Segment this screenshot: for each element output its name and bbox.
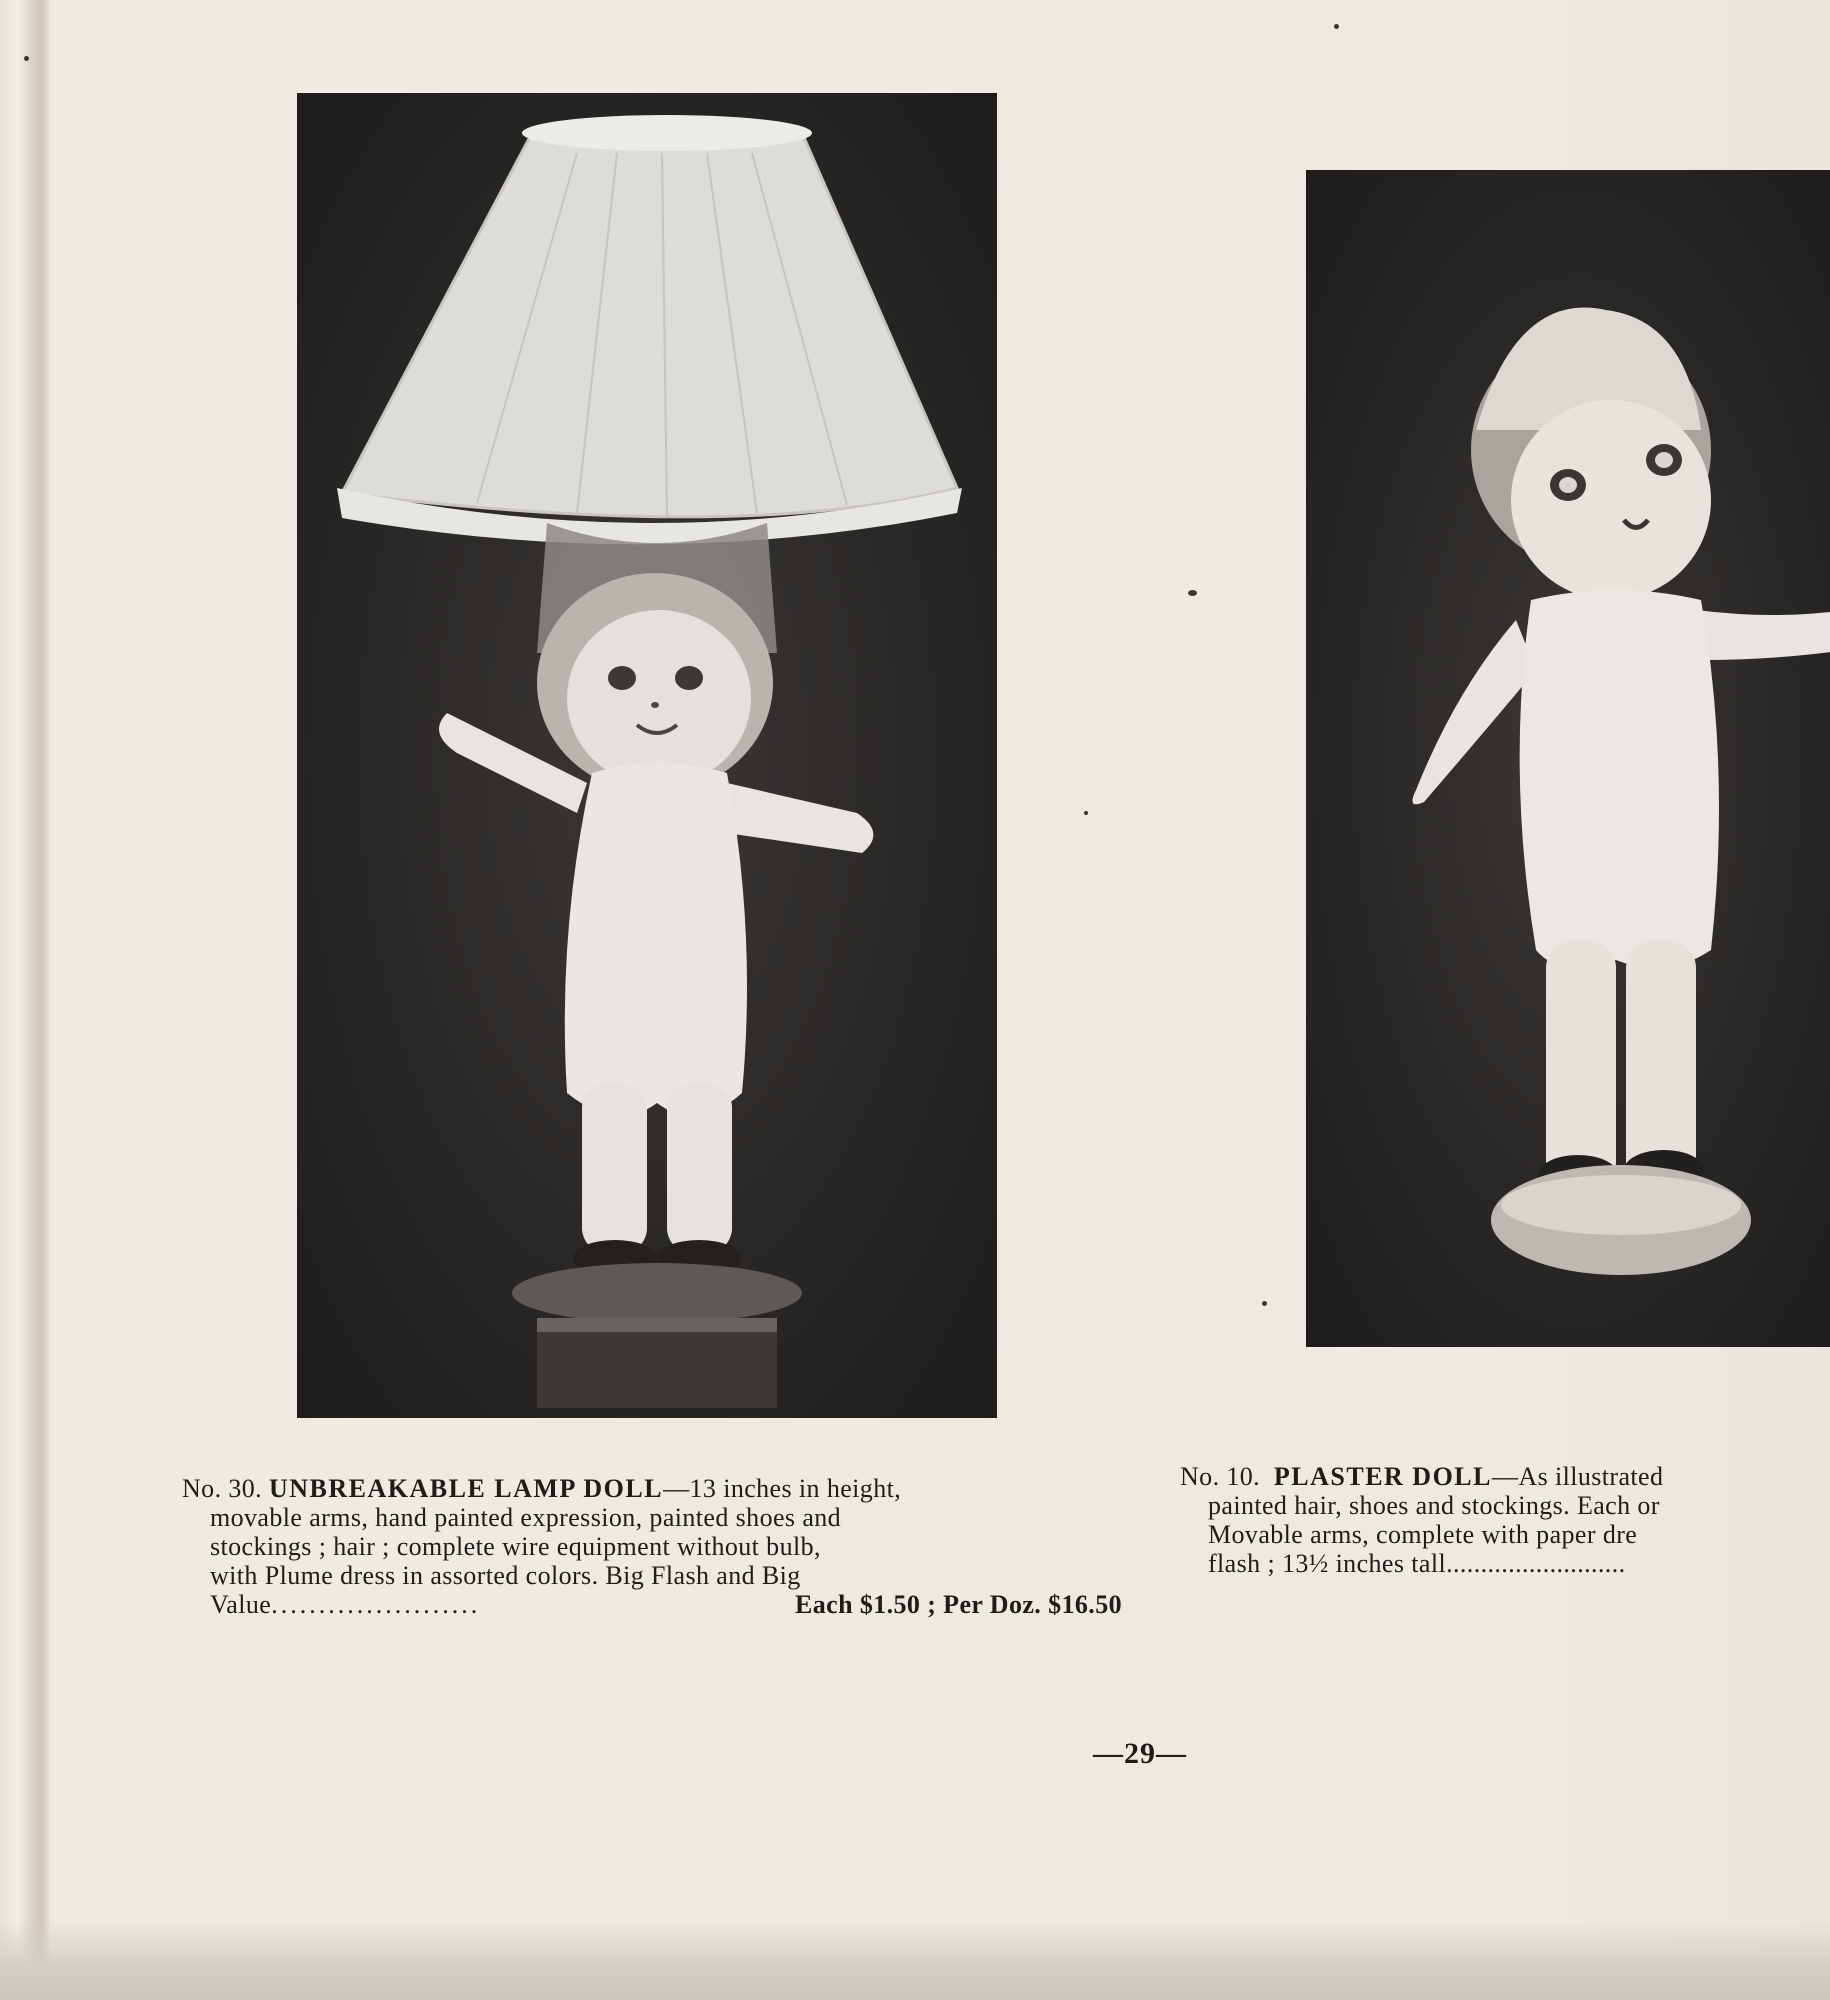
plaster-doll-illustration <box>1306 170 1830 1347</box>
page-edge-shadow <box>0 1920 1830 2000</box>
ink-speck <box>1334 24 1339 29</box>
plaster-doll-description <box>1180 1462 1830 1578</box>
product-desc-line: flash ; 13½ inches tall.......................... <box>1208 1549 1626 1578</box>
product-number: No. 10. <box>1180 1462 1261 1491</box>
ink-speck <box>1084 811 1088 815</box>
dot-leader: ...................... <box>271 1590 481 1619</box>
product-desc-lead: —As illustrated <box>1492 1462 1664 1491</box>
product-name: PLASTER DOLL <box>1273 1462 1492 1491</box>
product-desc-line: painted hair, shoes and stockings. Each or <box>1208 1491 1660 1520</box>
last-word: Value <box>210 1590 272 1619</box>
lamp-doll-photo <box>297 93 997 1418</box>
price-text: Each $1.50 ; Per Doz. $16.50 <box>794 1590 1122 1619</box>
product-desc-lead: —13 inches in height, <box>663 1474 902 1503</box>
product-name: UNBREAKABLE LAMP DOLL <box>268 1474 664 1503</box>
product-number: No. 30. <box>182 1474 263 1503</box>
product-desc-line: with Plume dress in assorted colors. Big Flash and Big <box>210 1561 801 1590</box>
ink-speck <box>24 56 29 61</box>
product-desc-line: Movable arms, complete with paper dre <box>1208 1520 1638 1549</box>
lamp-doll-illustration <box>297 93 997 1418</box>
product-desc-line: stockings ; hair ; complete wire equipment without bulb, <box>210 1532 821 1561</box>
ink-speck <box>1188 590 1197 596</box>
page-number: —29— <box>1093 1737 1187 1770</box>
plaster-doll-photo <box>1306 170 1830 1347</box>
lamp-doll-description <box>182 1474 1122 1619</box>
page-gutter <box>0 0 50 2000</box>
product-desc-line: movable arms, hand painted expression, painted shoes and <box>210 1503 842 1532</box>
ink-speck <box>1262 1301 1267 1306</box>
price-line <box>182 1590 1122 1619</box>
